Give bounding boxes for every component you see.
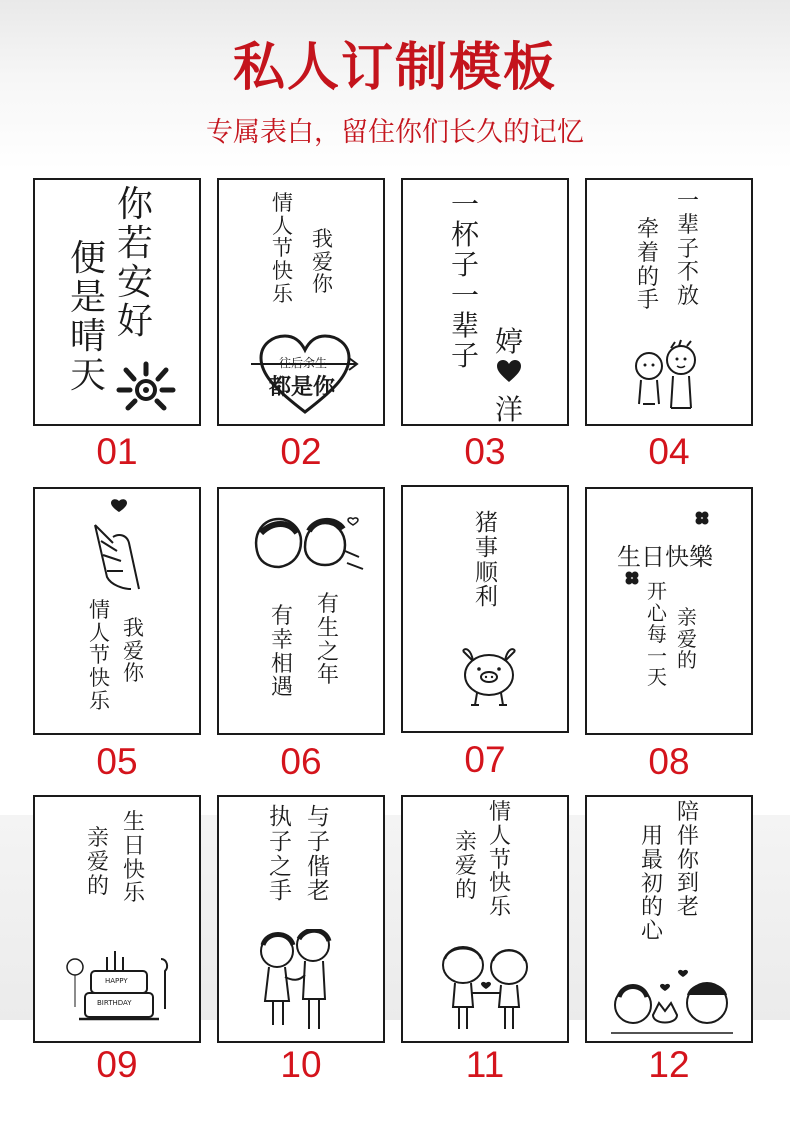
holding-hands-couple-icon (435, 941, 539, 1033)
text-char: 乐 (123, 881, 146, 907)
template-card-09[interactable] (33, 795, 201, 1043)
text-column (677, 190, 699, 309)
text-char: 快 (123, 857, 146, 883)
text-char: 偕 (307, 853, 330, 880)
hugging-couple-icon (247, 929, 343, 1033)
couple-doodle-icon (627, 338, 707, 418)
text-char: 与 (307, 804, 330, 830)
text-char: 利 (475, 584, 498, 611)
text-char: 爱 (312, 249, 333, 274)
text-char: 初 (641, 871, 664, 897)
text-char: 快 (489, 871, 512, 897)
text-char: 的 (637, 264, 660, 290)
text-char: 亲 (87, 826, 110, 851)
text-char: 相 (271, 651, 294, 677)
text-char: 一 (677, 189, 700, 214)
text-char: 情 (89, 598, 110, 622)
template-number: 06 (280, 741, 322, 782)
text-char: 人 (489, 823, 512, 849)
text-char: 情 (272, 191, 293, 215)
template-number: 07 (464, 739, 506, 780)
text-char: 若 (117, 222, 154, 264)
text-char: 晴 (70, 315, 107, 357)
text-char: 天 (70, 354, 107, 396)
text-char: 一 (647, 643, 667, 668)
text-char: 你 (117, 184, 154, 225)
text-column (647, 581, 667, 689)
text-column (451, 190, 479, 371)
text-char: 天 (647, 665, 667, 690)
text-char: 你 (312, 272, 333, 297)
text-char: 亲 (455, 830, 478, 855)
template-number: 01 (96, 431, 138, 472)
text-char: 一 (451, 278, 480, 312)
text-char: 爱 (677, 626, 697, 651)
text-char: 每 (647, 622, 667, 647)
text-char: 手 (269, 878, 292, 905)
text-column (272, 192, 293, 305)
text-char: 爱 (455, 853, 478, 879)
text-char: 执 (269, 804, 292, 830)
text-column (89, 599, 110, 712)
text-char: 有 (317, 592, 340, 617)
family-doodle-icon (607, 959, 737, 1037)
text-column (70, 240, 106, 396)
text-char: 的 (455, 877, 478, 903)
clover-icon (695, 511, 709, 525)
text-column (117, 186, 153, 342)
template-card-08[interactable] (585, 487, 753, 735)
text-char: 子 (451, 339, 480, 373)
name-top: 婷 (495, 325, 524, 358)
text-char: 的 (677, 648, 697, 673)
name-bottom: 洋 (495, 393, 524, 426)
template-card-06[interactable] (217, 487, 385, 735)
text-char: 节 (89, 643, 110, 668)
text-column (455, 831, 477, 902)
text-char: 子 (307, 828, 330, 855)
template-number: 12 (648, 1044, 690, 1085)
text-char: 杯 (451, 218, 480, 252)
template-number: 08 (648, 741, 690, 782)
clover-icon (625, 571, 639, 585)
text-char: 情 (489, 800, 512, 825)
text-char: 之 (269, 853, 292, 880)
text-char: 猪 (475, 510, 498, 536)
text-char: 开 (647, 579, 667, 603)
text-char: 我 (123, 616, 144, 640)
cake-text-bottom: BIRTHDAY (97, 999, 132, 1007)
text-char: 辈 (677, 212, 700, 238)
text-column (269, 805, 292, 904)
text-char: 心 (641, 919, 664, 944)
text-char: 老 (677, 895, 700, 920)
text-char: 不 (677, 260, 700, 286)
text-char: 人 (89, 620, 110, 645)
text-char: 是 (70, 276, 107, 318)
text-char: 我 (312, 227, 333, 251)
template-card-02[interactable] (217, 178, 385, 426)
text-char: 爱 (87, 849, 110, 875)
template-card-11[interactable] (401, 795, 569, 1043)
text-column (641, 825, 663, 944)
text-char: 放 (677, 284, 700, 309)
template-card-03[interactable] (401, 178, 569, 426)
birthday-badge: 生日快樂 (617, 543, 713, 571)
template-card-01[interactable] (33, 178, 201, 426)
kissing-couple-icon (249, 511, 367, 579)
text-char: 到 (677, 871, 700, 897)
text-char: 一 (451, 188, 480, 221)
text-column (312, 228, 333, 296)
template-number: 02 (280, 431, 322, 472)
text-char: 陪 (677, 800, 700, 825)
text-char: 辈 (451, 308, 480, 342)
text-char: 手 (637, 288, 660, 314)
text-char: 伴 (677, 823, 700, 849)
text-char: 人 (272, 213, 293, 238)
text-char: 子 (269, 828, 292, 855)
text-column (307, 805, 330, 904)
text-char: 遇 (271, 675, 294, 701)
text-char: 乐 (272, 281, 293, 306)
page-subtitle: 专属表白，留住你们长久的记忆 (206, 117, 584, 148)
text-char: 便 (70, 238, 107, 279)
heart-text-small: 往后余生 (279, 356, 328, 370)
text-char: 之 (317, 639, 340, 665)
cake-text-top: HAPPY (105, 977, 128, 985)
text-char: 安 (117, 261, 154, 303)
text-char: 乐 (489, 895, 512, 920)
text-char: 生 (123, 810, 146, 835)
template-number: 11 (465, 1044, 505, 1085)
text-char: 最 (641, 847, 664, 873)
text-char: 你 (123, 661, 144, 686)
pig-icon (453, 639, 525, 711)
template-number: 10 (280, 1044, 322, 1085)
text-column (475, 511, 498, 610)
text-column (637, 218, 659, 313)
text-column (271, 605, 293, 700)
text-char: 日 (123, 833, 146, 859)
text-char: 的 (641, 895, 664, 921)
finger-heart-icon (83, 497, 153, 593)
text-char: 牵 (637, 217, 660, 242)
text-char: 幸 (271, 627, 294, 653)
text-char: 亲 (677, 605, 697, 629)
heart-icon (495, 358, 523, 384)
text-char: 子 (451, 248, 480, 282)
sun-icon (115, 360, 177, 412)
text-column (123, 811, 145, 906)
template-number: 05 (96, 741, 138, 782)
text-char: 你 (677, 847, 700, 873)
text-char: 用 (641, 824, 664, 849)
text-char: 的 (87, 873, 110, 899)
template-number: 03 (464, 431, 506, 472)
text-char: 顺 (475, 559, 498, 586)
text-char: 爱 (123, 638, 144, 663)
text-char: 子 (677, 236, 700, 262)
text-char: 好 (117, 300, 154, 342)
text-column (489, 801, 511, 920)
template-card-10[interactable] (217, 795, 385, 1043)
text-column (123, 617, 144, 685)
template-number: 04 (648, 431, 690, 472)
text-char: 节 (489, 847, 512, 873)
template-card-04[interactable] (585, 178, 753, 426)
text-char: 事 (475, 534, 498, 561)
text-char: 快 (272, 259, 293, 284)
template-card-05[interactable] (33, 487, 201, 735)
text-column (677, 801, 699, 920)
text-char: 乐 (89, 688, 110, 713)
text-char: 心 (647, 600, 667, 625)
text-column (677, 607, 697, 672)
template-number: 09 (96, 1044, 138, 1085)
text-char: 年 (317, 663, 340, 689)
template-card-12[interactable] (585, 795, 753, 1043)
text-char: 老 (307, 878, 330, 905)
heart-text-large: 都是你 (269, 375, 336, 400)
text-char: 着 (637, 240, 660, 266)
text-column (87, 827, 109, 898)
text-column (317, 593, 339, 688)
text-char: 快 (89, 666, 110, 691)
text-char: 生 (317, 615, 340, 641)
template-card-07[interactable] (401, 485, 569, 733)
text-char: 有 (271, 604, 294, 629)
text-char: 节 (272, 236, 293, 261)
page-title: 私人订制模板 (232, 37, 557, 98)
